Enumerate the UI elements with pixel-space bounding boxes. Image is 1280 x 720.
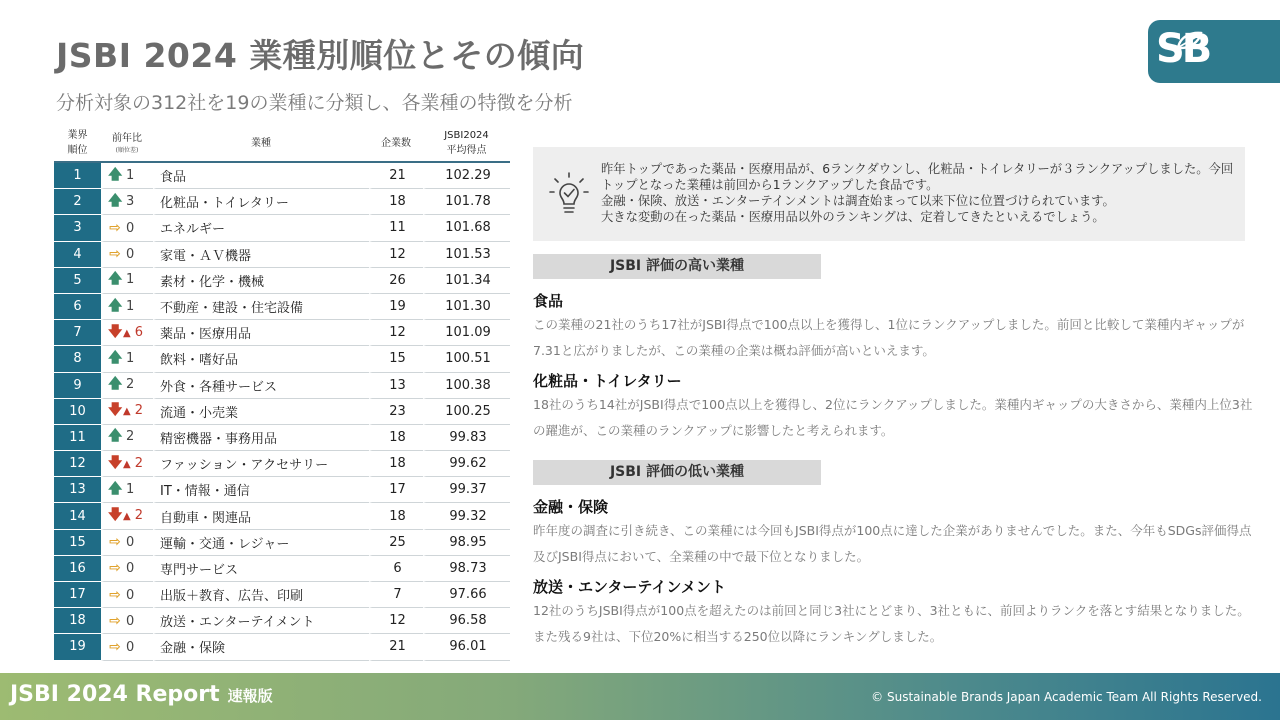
industry-desc-food: この業種の21社のうち17社がJSBI得点で100点以上を獲得し、1位にランクアップしました。前回と比較して業種内ギャップが7.31と広がりましたが、この業種の企業は概ね評価が高いといえます。 (533, 317, 1245, 358)
change-cell (101, 634, 153, 660)
rank-delta: 2 (134, 508, 143, 524)
industry-desc-cosmetics: 18社のうち14社がJSBI得点で100点以上を獲得し、2位にランクアップしました。業種内ギャップの大きさから、業種内上位3社の躍進が、この業種のランクアップに影響したと考えられます。 (533, 397, 1253, 438)
change-cell (101, 320, 153, 346)
rank-delta: 0 (126, 587, 135, 603)
footer-title: JSBI 2024 Report 速報版 (10, 682, 273, 707)
right-arrow-icon: ⇨ (109, 612, 121, 629)
rank-delta: 0 (126, 639, 135, 655)
note-line: 大きな変動の在った薬品・医療用品以外のランキングは、定着してきたといえるでしょう。 (601, 210, 1105, 224)
table-row (54, 215, 510, 241)
count-cell: 12 (369, 242, 423, 268)
industry-desc-finance: 昨年度の調査に引き続き、この業種には今回もJSBI得点が100点に達した企業がありませんでした。また、今年もSDGs評価得点及びJSBI得点において、全業種の中で最下位となりました。 (533, 523, 1252, 564)
industry-cell: 家電・ＡＶ機器 (153, 242, 369, 268)
industry-cell: 不動産・建設・住宅設備 (153, 294, 369, 320)
high-rated-heading: JSBI 評価の高い業種 (533, 254, 821, 279)
table-row (54, 399, 510, 425)
up-arrow-icon: 🡅 (108, 428, 123, 445)
score-cell: 100.25 (423, 399, 510, 425)
industry-cell: 薬品・医療用品 (153, 320, 369, 346)
rank-delta: 0 (126, 561, 135, 577)
score-cell: 100.51 (423, 346, 510, 372)
rank-cell: 9 (54, 373, 101, 399)
count-cell: 7 (369, 582, 423, 608)
change-cell (101, 582, 153, 608)
table-row (54, 163, 510, 189)
count-cell: 12 (369, 320, 423, 346)
lightbulb-check-icon (547, 171, 591, 217)
score-cell: 101.68 (423, 215, 510, 241)
rank-cell: 12 (54, 451, 101, 477)
change-cell (101, 530, 153, 556)
count-cell: 23 (369, 399, 423, 425)
rank-delta: 0 (126, 613, 135, 629)
score-cell: 101.53 (423, 242, 510, 268)
rank-cell: 8 (54, 346, 101, 372)
header-change: 前年比 (順位差) (101, 125, 153, 163)
footer-bar (0, 673, 1280, 720)
table-row (54, 268, 510, 294)
rank-delta: 6 (134, 324, 143, 340)
change-cell (101, 346, 153, 372)
down-arrow-icon: 🡇 (108, 454, 123, 471)
rank-delta: 1 (126, 167, 135, 183)
count-cell: 6 (369, 556, 423, 582)
rank-delta: 2 (126, 429, 135, 445)
rank-delta: 1 (126, 481, 135, 497)
header-rank: 業界 順位 (54, 125, 101, 163)
rank-delta: 0 (126, 220, 135, 236)
change-cell (101, 163, 153, 189)
table-row (54, 451, 510, 477)
score-cell: 99.62 (423, 451, 510, 477)
industry-cell: 食品 (153, 163, 369, 189)
triangle-icon: ▲ (123, 511, 131, 523)
up-arrow-icon: 🡅 (108, 166, 123, 183)
score-cell: 98.73 (423, 556, 510, 582)
change-cell (101, 399, 153, 425)
rank-cell: 7 (54, 320, 101, 346)
up-arrow-icon: 🡅 (108, 349, 123, 366)
table-row (54, 530, 510, 556)
change-cell (101, 425, 153, 451)
table-row (54, 294, 510, 320)
industry-heading-cosmetics: 化粧品・トイレタリー (533, 372, 682, 390)
industry-cell: 素材・化学・機械 (153, 268, 369, 294)
triangle-icon: ▲ (123, 327, 131, 339)
low-rated-heading: JSBI 評価の低い業種 (533, 460, 821, 485)
count-cell: 18 (369, 451, 423, 477)
summary-note (533, 147, 1245, 241)
table-body (54, 163, 510, 661)
industry-cell: 放送・エンターテイメント (153, 608, 369, 634)
count-cell: 18 (369, 503, 423, 529)
count-cell: 26 (369, 268, 423, 294)
rank-delta: 2 (134, 403, 143, 419)
down-arrow-icon: 🡇 (108, 507, 123, 524)
up-arrow-icon: 🡅 (108, 480, 123, 497)
score-cell: 98.95 (423, 530, 510, 556)
industry-cell: 出版＋教育、広告、印刷 (153, 582, 369, 608)
note-line: 昨年トップであった薬品・医療用品が、6ランクダウンし、化粧品・トイレタリーが３ランクアップしました。今回トップとなった業種は前回から1ランクアップした食品です。 (601, 162, 1234, 192)
rank-cell: 13 (54, 477, 101, 503)
rank-cell: 5 (54, 268, 101, 294)
right-arrow-icon: ⇨ (109, 219, 121, 236)
rank-delta: 1 (126, 298, 135, 314)
industry-cell: 金融・保険 (153, 634, 369, 660)
count-cell: 17 (369, 477, 423, 503)
change-cell (101, 215, 153, 241)
rank-delta: 0 (126, 247, 135, 263)
rank-cell: 3 (54, 215, 101, 241)
rank-delta: 2 (126, 377, 135, 393)
right-arrow-icon: ⇨ (109, 534, 121, 551)
rank-cell: 2 (54, 189, 101, 215)
industry-cell: IT・情報・通信 (153, 477, 369, 503)
rank-cell: 17 (54, 582, 101, 608)
change-cell (101, 373, 153, 399)
table-header-row (54, 125, 510, 163)
industry-cell: 精密機器・事務用品 (153, 425, 369, 451)
rank-delta: 1 (126, 350, 135, 366)
change-cell (101, 242, 153, 268)
count-cell: 13 (369, 373, 423, 399)
count-cell: 21 (369, 163, 423, 189)
up-arrow-icon: 🡅 (108, 376, 123, 393)
change-cell (101, 477, 153, 503)
page-title: JSBI 2024 業種別順位とその傾向 (56, 36, 585, 75)
rank-delta: 1 (126, 272, 135, 288)
score-cell: 96.01 (423, 634, 510, 660)
table-row (54, 373, 510, 399)
rank-cell: 19 (54, 634, 101, 660)
header-industry: 業種 (153, 125, 369, 163)
right-arrow-icon: ⇨ (109, 246, 121, 263)
count-cell: 21 (369, 634, 423, 660)
up-arrow-icon: 🡅 (108, 271, 123, 288)
table-row (54, 582, 510, 608)
score-cell: 100.38 (423, 373, 510, 399)
right-arrow-icon: ⇨ (109, 560, 121, 577)
up-arrow-icon: 🡅 (108, 297, 123, 314)
rank-cell: 1 (54, 163, 101, 189)
logo-text: SB (1156, 26, 1210, 72)
rank-cell: 4 (54, 242, 101, 268)
count-cell: 15 (369, 346, 423, 372)
rank-cell: 18 (54, 608, 101, 634)
table-row (54, 477, 510, 503)
count-cell: 25 (369, 530, 423, 556)
table-row (54, 503, 510, 529)
right-arrow-icon: ⇨ (109, 586, 121, 603)
industry-heading-finance: 金融・保険 (533, 498, 609, 516)
rank-delta: 2 (134, 455, 143, 471)
score-cell: 102.29 (423, 163, 510, 189)
count-cell: 18 (369, 189, 423, 215)
header-count: 企業数 (369, 125, 423, 163)
table-row (54, 189, 510, 215)
table-row (54, 634, 510, 660)
score-cell: 101.34 (423, 268, 510, 294)
rank-delta: 3 (126, 193, 135, 209)
industry-cell: 運輸・交通・レジャー (153, 530, 369, 556)
change-cell (101, 556, 153, 582)
header-score: JSBI2024 平均得点 (423, 125, 510, 163)
score-cell: 96.58 (423, 608, 510, 634)
change-cell (101, 294, 153, 320)
rank-cell: 14 (54, 503, 101, 529)
copyright-text: © Sustainable Brands Japan Academic Team All Rights Reserved. (871, 690, 1262, 704)
down-arrow-icon: 🡇 (108, 402, 123, 419)
down-arrow-icon: 🡇 (108, 323, 123, 340)
page-subtitle: 分析対象の312社を19の業種に分類し、各業種の特徴を分析 (56, 92, 573, 114)
note-line: 金融・保険、放送・エンターテインメントは調査始まって以来下位に位置づけられています。 (601, 194, 1115, 208)
rank-cell: 6 (54, 294, 101, 320)
count-cell: 18 (369, 425, 423, 451)
table-row (54, 425, 510, 451)
triangle-icon: ▲ (123, 458, 131, 470)
note-text (601, 161, 1237, 225)
score-cell: 99.83 (423, 425, 510, 451)
score-cell: 101.78 (423, 189, 510, 215)
industry-cell: 自動車・関連品 (153, 503, 369, 529)
up-arrow-icon: 🡅 (108, 192, 123, 209)
rank-cell: 15 (54, 530, 101, 556)
change-cell (101, 189, 153, 215)
rank-cell: 10 (54, 399, 101, 425)
count-cell: 19 (369, 294, 423, 320)
table-row (54, 346, 510, 372)
score-cell: 101.30 (423, 294, 510, 320)
industry-ranking-table (54, 125, 510, 661)
industry-cell: 専門サービス (153, 556, 369, 582)
industry-cell: 化粧品・トイレタリー (153, 189, 369, 215)
table-row (54, 320, 510, 346)
table-row (54, 556, 510, 582)
industry-desc-broadcast: 12社のうちJSBI得点が100点を超えたのは前回と同じ3社にとどまり、3社ともに、前回よりランクを落とす結果となりました。また残る9社は、下位20%に相当する250位以降にランキングしました。 (533, 603, 1250, 644)
industry-cell: 流通・小売業 (153, 399, 369, 425)
triangle-icon: ▲ (123, 406, 131, 418)
rank-delta: 0 (126, 535, 135, 551)
change-cell (101, 268, 153, 294)
change-cell (101, 503, 153, 529)
industry-cell: 外食・各種サービス (153, 373, 369, 399)
industry-heading-food: 食品 (533, 292, 564, 310)
sb-logo (1148, 20, 1280, 83)
score-cell: 101.09 (423, 320, 510, 346)
right-arrow-icon: ⇨ (109, 638, 121, 655)
table-row (54, 242, 510, 268)
count-cell: 11 (369, 215, 423, 241)
score-cell: 99.32 (423, 503, 510, 529)
score-cell: 99.37 (423, 477, 510, 503)
industry-cell: エネルギー (153, 215, 369, 241)
industry-heading-broadcast: 放送・エンターテインメント (533, 578, 726, 596)
change-cell (101, 608, 153, 634)
table-row (54, 608, 510, 634)
industry-cell: ファッション・アクセサリー (153, 451, 369, 477)
score-cell: 97.66 (423, 582, 510, 608)
rank-cell: 11 (54, 425, 101, 451)
rank-cell: 16 (54, 556, 101, 582)
count-cell: 12 (369, 608, 423, 634)
change-cell (101, 451, 153, 477)
footer-subtitle: 速報版 (227, 687, 273, 705)
industry-cell: 飲料・嗜好品 (153, 346, 369, 372)
